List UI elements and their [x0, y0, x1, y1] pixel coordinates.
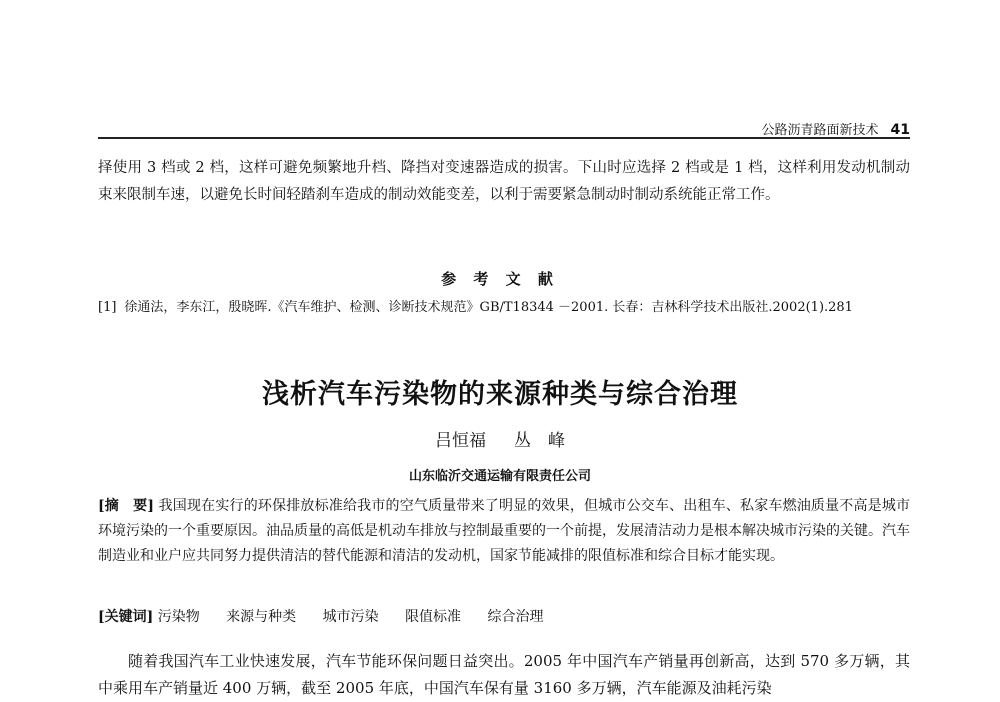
- abstract-label: [摘 要]: [98, 498, 154, 514]
- keyword: 污染物: [157, 609, 200, 625]
- keywords-label: [关键词]: [98, 609, 154, 625]
- reference-text: 徐通法，李东江，殷晓晖.《汽车维护、检测、诊断技术规范》GB/T18344 －2001. 长春：吉林科学技术出版社.2002(1).281: [124, 300, 853, 315]
- header-rule: [98, 137, 910, 139]
- keyword: 综合治理: [487, 609, 544, 625]
- running-title: 公路沥青路面新技术: [761, 123, 879, 138]
- keyword: 城市污染: [322, 609, 379, 625]
- continued-paragraph: 择使用 3 档或 2 档，这样可避免频繁地升档、降挡对变速器造成的损害。下山时应选择 2 档或是 1 档，这样利用发动机制动束来限制车速，以避免长时间轻踏刹车造成的制动效能变差，以利于需要紧急制动时制动系统能正常工作。: [98, 160, 910, 203]
- keyword: 来源与种类: [226, 609, 297, 625]
- body-paragraph: 随着我国汽车工业快速发展，汽车节能环保问题日益突出。2005 年中国汽车产销量再创新高，达到 570 多万辆，其中乘用车产销量近 400 万辆，截至 2005 年底，中国汽车保有量 3160 多万辆，汽车能源及油耗污染: [98, 652, 910, 697]
- article-title: 浅析汽车污染物的来源种类与综合治理: [262, 379, 738, 410]
- author-name: 丛 峰: [514, 431, 565, 451]
- reference-item: [98, 298, 910, 318]
- references-heading: 参 考 文 献: [441, 270, 559, 288]
- reference-number: [1]: [98, 300, 117, 315]
- keywords: [98, 605, 910, 630]
- keyword: 限值标准: [405, 609, 462, 625]
- author-list: [0, 426, 1000, 451]
- author-name: 吕恒福: [435, 431, 486, 451]
- abstract-text: 我国现在实行的环保排放标准给我市的空气质量带来了明显的效果，但城市公交车、出租车、私家车燃油质量不高是城市环境污染的一个重要原因。油品质量的高低是机动车排放与控制最重要的一个前提，发展清洁动力是根本解决城市污染的关键。汽车制造业和业户应共同努力提供清洁的替代能源和清洁的发动机，国家节能减排的限值标准和综合目标才能实现。: [98, 498, 911, 564]
- abstract: [98, 494, 910, 569]
- affiliation: 山东临沂交通运输有限责任公司: [408, 469, 591, 484]
- running-header: [98, 119, 910, 138]
- page-number: 41: [890, 122, 910, 138]
